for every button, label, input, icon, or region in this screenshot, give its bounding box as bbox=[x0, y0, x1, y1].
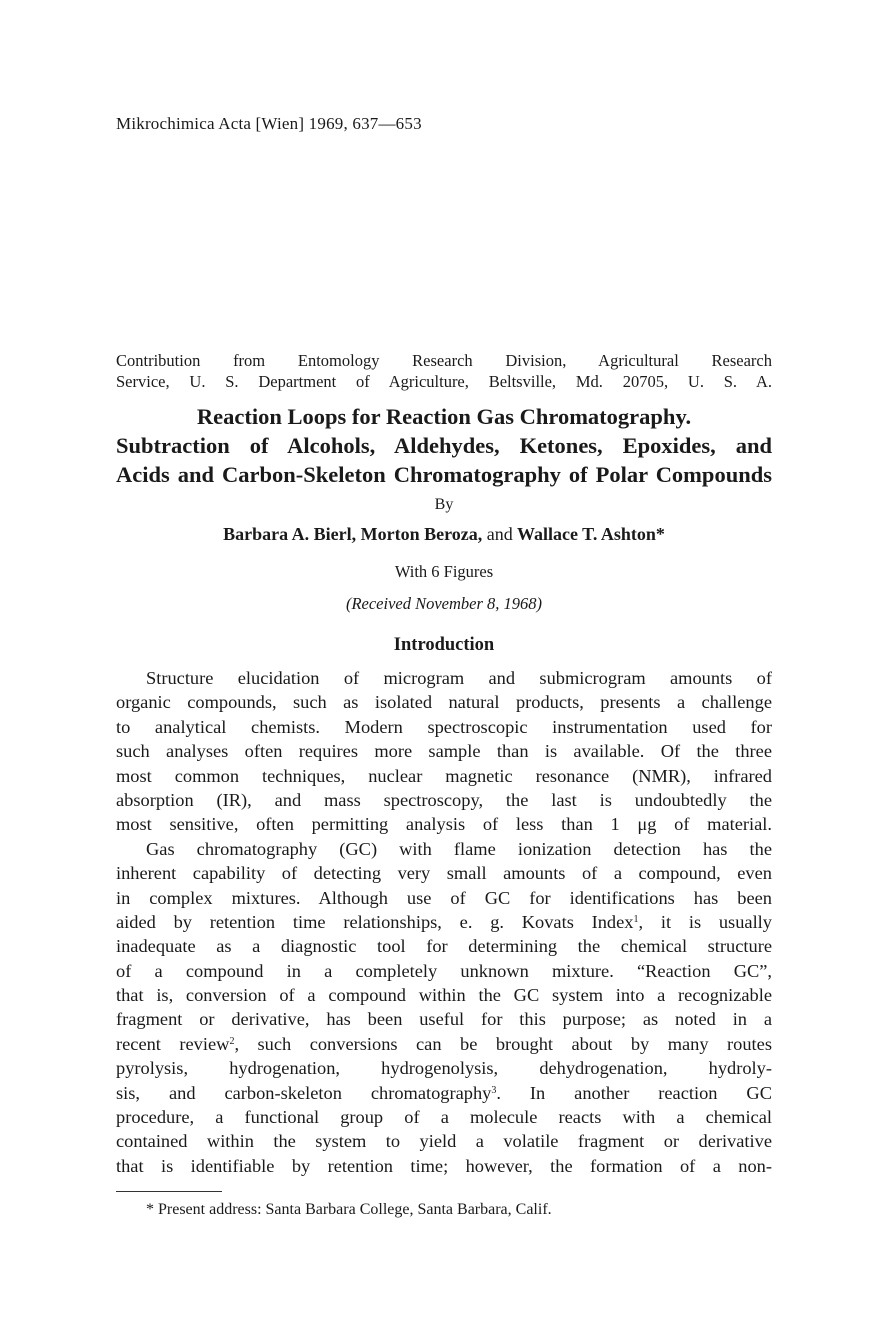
text-segment: aided by retention time relationships, e. g. Kovats Index bbox=[116, 911, 634, 932]
text-line: absorption (IR), and mass spectroscopy, the last is undoubtedly the bbox=[116, 789, 772, 810]
paper-title bbox=[116, 402, 772, 489]
text-line bbox=[116, 1081, 772, 1105]
text-line bbox=[116, 1032, 772, 1056]
text-line: that is, conversion of a compound within the GC system into a recognizable bbox=[116, 985, 772, 1006]
text-segment: sis, and carbon-skeleton chromatography bbox=[116, 1082, 492, 1103]
text-segment: , it is usually bbox=[638, 911, 772, 932]
text-line: inadequate as a diagnostic tool for determining the chemical structure bbox=[116, 936, 772, 957]
author-list bbox=[116, 524, 772, 545]
by-label: By bbox=[434, 496, 454, 513]
text-line bbox=[116, 910, 772, 934]
text-line: organic compounds, such as isolated natural products, presents a challenge bbox=[116, 692, 772, 713]
text-line: Structure elucidation of microgram and submicrogram amounts of bbox=[146, 668, 772, 688]
journal-citation: Mikrochimica Acta [Wien] 1969, 637—653 bbox=[116, 114, 422, 133]
text-line: to analytical chemists. Modern spectroscopic instrumentation used for bbox=[116, 716, 772, 737]
title-line: Reaction Loops for Reaction Gas Chromatography. bbox=[196, 404, 692, 429]
text-line: most sensitive, often permitting analysis of less than 1 μg of material. bbox=[116, 814, 772, 835]
body-text bbox=[116, 666, 772, 1178]
author: Wallace T. Ashton* bbox=[516, 524, 665, 544]
text-line: that is identifiable by retention time; however, the formation of a non- bbox=[116, 1155, 772, 1176]
text-line: most common techniques, nuclear magnetic resonance (NMR), infrared bbox=[116, 765, 772, 786]
footnote-divider bbox=[116, 1191, 222, 1192]
section-heading: Introduction bbox=[393, 635, 495, 655]
affiliation-line: Contribution from Entomology Research Division, Agricultural Research bbox=[116, 351, 772, 370]
author: Morton Beroza, bbox=[360, 524, 483, 544]
affiliation bbox=[116, 350, 772, 392]
text-line: Gas chromatography (GC) with flame ionization detection has the bbox=[146, 838, 772, 859]
text-line: in complex mixtures. Although use of GC for identifications has been bbox=[116, 887, 772, 908]
text-line: of a compound in a completely unknown mixture. “Reaction GC”, bbox=[116, 960, 772, 981]
text-segment: recent review bbox=[116, 1033, 230, 1054]
text-line: inherent capability of detecting very small amounts of a compound, even bbox=[116, 863, 772, 884]
text-line: contained within the system to yield a volatile fragment or derivative bbox=[116, 1131, 772, 1152]
text-line: pyrolysis, hydrogenation, hydrogenolysis, dehydrogenation, hydroly- bbox=[116, 1058, 772, 1079]
author: Barbara A. Bierl, bbox=[223, 524, 357, 544]
title-line: Subtraction of Alcohols, Aldehydes, Ketones, Epoxides, and bbox=[116, 433, 772, 458]
text-segment: , such conversions can be brought about by many routes bbox=[234, 1033, 772, 1054]
figure-count: With 6 Figures bbox=[394, 562, 494, 581]
footnote: * Present address: Santa Barbara College, Santa Barbara, Calif. bbox=[146, 1201, 552, 1218]
text-segment: . In another reaction GC bbox=[496, 1082, 772, 1103]
received-date: (Received November 8, 1968) bbox=[345, 594, 543, 613]
affiliation-line: Service, U. S. Department of Agriculture, Beltsville, Md. 20705, U. S. A. bbox=[116, 372, 772, 391]
citation-superscript: 3 bbox=[491, 1084, 497, 1096]
citation-superscript: 1 bbox=[633, 913, 639, 925]
text-line: fragment or derivative, has been useful for this purpose; as noted in a bbox=[116, 1009, 772, 1030]
citation-superscript: 2 bbox=[229, 1035, 235, 1047]
text-line: procedure, a functional group of a molecule reacts with a chemical bbox=[116, 1107, 772, 1128]
title-line: Acids and Carbon-Skeleton Chromatography of Polar Compounds bbox=[116, 462, 772, 487]
text-line: such analyses often requires more sample than is available. Of the three bbox=[116, 741, 772, 762]
author-conjunction: and bbox=[486, 524, 513, 544]
